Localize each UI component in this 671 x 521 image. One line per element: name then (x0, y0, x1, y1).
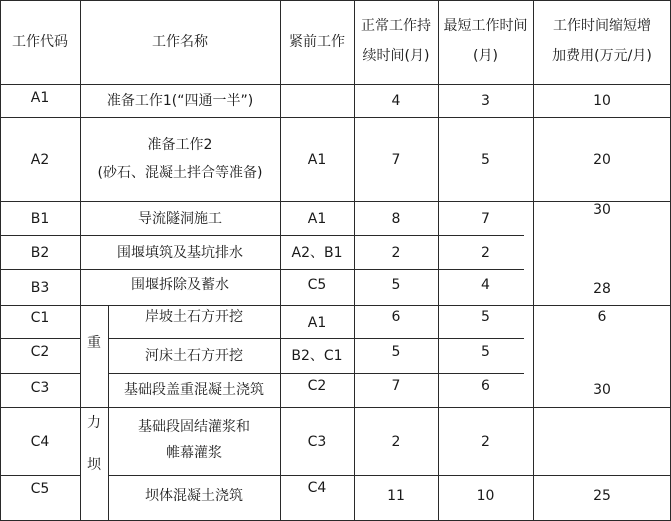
row-c3-normal: 7 (391, 378, 401, 394)
header-normal-duration-line2: 续时间(月) (362, 48, 430, 64)
row-a2-name-line2: (砂石、混凝土拌合等准备) (97, 165, 263, 181)
rule-header (0, 84, 671, 85)
row-c1-pred: A1 (307, 315, 327, 331)
row-b1-normal: 8 (391, 210, 401, 227)
row-c2-pred: B2、C1 (291, 348, 343, 364)
row-b2-normal: 2 (391, 244, 401, 261)
rule-c4 (108, 475, 671, 476)
row-b1-name: 导流隧洞施工 (138, 210, 222, 227)
row-a1-cost: 10 (593, 93, 611, 109)
row-c4-normal: 2 (391, 434, 401, 450)
row-a2-shortest: 5 (481, 151, 490, 168)
row-b3-normal: 5 (391, 277, 401, 293)
row-a2-pred: A1 (307, 151, 327, 168)
row-c3-pred: C2 (307, 378, 327, 394)
row-c4-code: C4 (30, 434, 50, 450)
row-b3-shortest: 4 (481, 277, 490, 293)
row-b3-pred: C5 (307, 277, 327, 293)
row-c5-normal: 11 (387, 488, 405, 504)
row-c4-shortest: 2 (481, 434, 490, 450)
row-a1-pred (280, 86, 354, 116)
row-c5-shortest: 10 (476, 488, 495, 504)
row-a2-code: A2 (30, 151, 50, 168)
row-b1-code: B1 (30, 210, 50, 227)
row-b2-shortest: 2 (481, 244, 490, 261)
row-c4-pred: C3 (307, 434, 327, 450)
header-shortest-duration-line1: 最短工作时间 (443, 18, 528, 34)
row-b3-cost: 28 (593, 281, 611, 297)
header-code: 工作代码 (12, 34, 68, 50)
rule-shortest (533, 0, 534, 521)
row-a2-normal: 7 (391, 151, 401, 168)
row-c2-code: C2 (30, 344, 50, 360)
group-label-2: 力 (87, 415, 101, 431)
rule-c3 (0, 407, 671, 408)
row-c2-name: 河床土石方开挖 (145, 348, 243, 364)
group-label-1: 重 (87, 335, 101, 351)
header-normal-duration-line1: 正常工作持 (361, 18, 431, 34)
row-b3-code: B3 (30, 279, 50, 296)
row-c1-cost: 6 (597, 309, 607, 325)
row-c1-normal: 6 (391, 309, 401, 325)
row-b1-cost: 30 (593, 202, 611, 218)
row-c3-name: 基础段盖重混凝土浇筑 (124, 382, 264, 398)
header-shortest-duration-line2: (月) (473, 48, 498, 64)
row-c5-pred: C4 (307, 480, 327, 496)
group-label-3: 坝 (87, 457, 101, 473)
row-c3-shortest: 6 (481, 378, 490, 394)
row-c3-cost: 30 (593, 382, 611, 398)
row-c3-code: C3 (30, 380, 50, 396)
row-c2-shortest: 5 (481, 344, 490, 360)
row-a2-name-line1: 准备工作2 (147, 137, 213, 153)
row-b2-code: B2 (30, 244, 50, 261)
header-crash-cost-line2: 加费用(万元/月) (552, 48, 652, 64)
row-c1-name: 岸坡土石方开挖 (145, 309, 243, 325)
header-name: 工作名称 (152, 34, 208, 50)
row-c5-code: C5 (30, 481, 50, 497)
row-a1-code: A1 (30, 90, 50, 106)
row-c2-normal: 5 (391, 344, 401, 360)
header-crash-cost-line1: 工作时间缩短增 (553, 18, 651, 34)
header-predecessor: 紧前工作 (289, 34, 345, 50)
row-b2-pred: A2、B1 (291, 244, 343, 261)
row-c4-name-line1: 基础段固结灌浆和 (138, 419, 250, 435)
row-b2-name: 围堰填筑及基坑排水 (117, 244, 243, 261)
row-b1-pred: A1 (307, 210, 327, 227)
row-c5-name: 坝体混凝土浇筑 (145, 488, 243, 504)
row-c1-shortest: 5 (481, 309, 490, 325)
row-c4-name-line2: 帷幕灌浆 (166, 445, 222, 461)
row-b1-shortest: 7 (481, 210, 490, 227)
row-a2-cost: 20 (593, 151, 611, 168)
row-b3-name: 围堰拆除及蓄水 (131, 277, 229, 293)
row-a1-normal: 4 (391, 93, 401, 109)
row-a1-shortest: 3 (481, 93, 490, 109)
row-a1-name: 准备工作1(“四通一半”) (106, 93, 254, 109)
row-c5-cost: 25 (593, 488, 611, 504)
row-c1-code: C1 (30, 310, 50, 326)
